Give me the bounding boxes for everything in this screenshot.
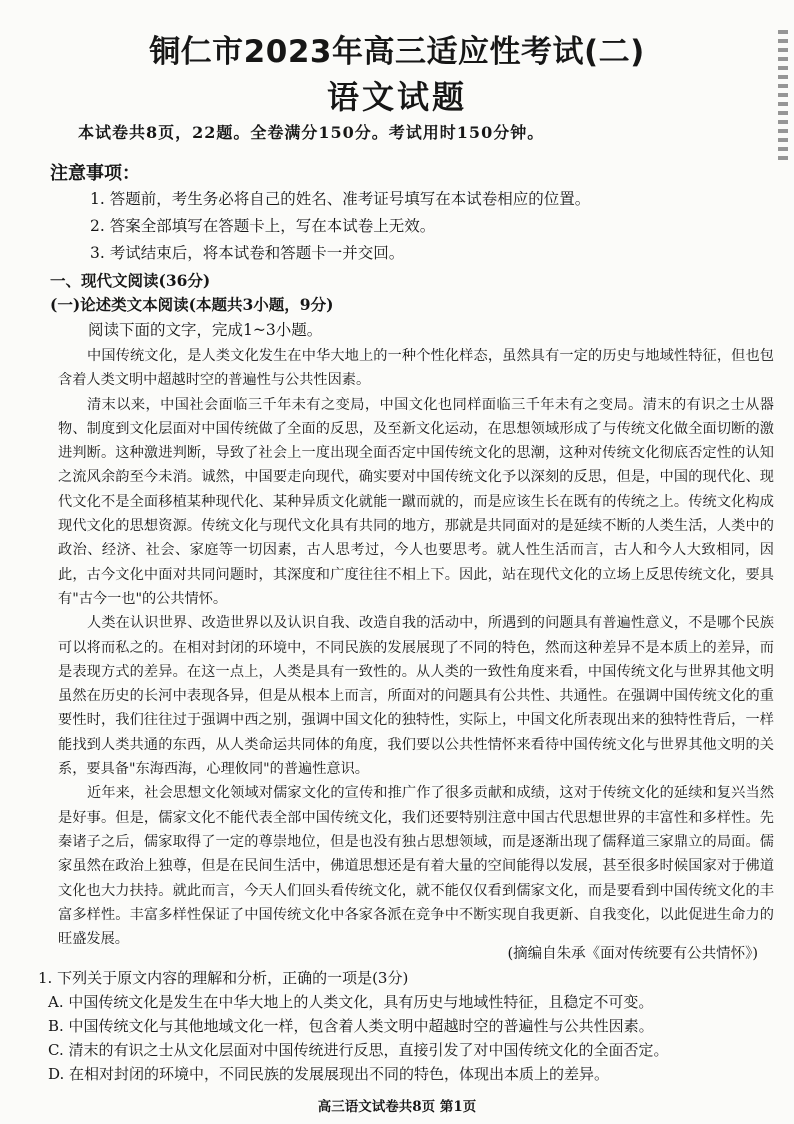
notice-item: 2. 答案全部填写在答题卡上，写在本试卷上无效。 [90, 217, 436, 235]
option-a: A. 中国传统文化是发生在中华大地上的人类文化，具有历史与地域性特征，且稳定不可变。 [48, 993, 654, 1011]
notice-item: 3. 考试结束后，将本试卷和答题卡一并交回。 [90, 244, 405, 262]
question-stem: 1. 下列关于原文内容的理解和分析，正确的一项是(3分) [38, 969, 409, 987]
passage-paragraph: 人类在认识世界、改造世界以及认识自我、改造自我的活动中，所遇到的问题具有普遍性意义，不是哪个民族可以将而私之的。在相对封闭的环境中，不同民族的发展展现了不同的特色，然而这种差异不是本质上的差异，而是表现方式的差异。在这一点上，人类是具有一致性的。从人类的一致性角度来看，中国传统文化与世界其他文明虽然在历史的长河中表现各异，但是从根本上而言，所面对的问题具有公共性、共通性。在强调中国传统文化的重要性时，我们往往过于强调中西之别，强调中国文化的独特性，实际上，中国文化所表现出来的独特性背后，一样能找到人类共通的东西，从人类命运共同体的角度，我们要以公共性情怀来看待中国传统文化与世界其他文明的关系，要具备"东海西海，心理攸同"的普遍性意识。 [58, 615, 774, 778]
notice-item: 1. 答题前，考生务必将自己的姓名、准考证号填写在本试卷相应的位置。 [90, 190, 591, 208]
page-footer: 高三语文试卷共8页 第1页 [317, 1099, 477, 1115]
passage-source: (摘编自朱承《面对传统要有公共情怀》) [507, 946, 758, 962]
section-heading: 一、现代文阅读(36分) [50, 271, 211, 290]
question-1 [38, 966, 778, 1086]
notice-heading: 注意事项： [50, 163, 140, 184]
passage-paragraph: 清末以来，中国社会面临三千年未有之变局，中国文化也同样面临三千年未有之变局。清末的有识之士从器物、制度到文化层面对中国传统做了全面的反思，及至新文化运动，在思想领域形成了与传统文化做全面切断的激进判断。这种激进判断，导致了社会上一度出现全面否定中国传统文化的思潮，这种对传统文化彻底否定性的认知之流风余韵至今未消。诚然，中国要走向现代，确实要对中国传统文化予以深刻的反思，但是，中国的现代化、现代文化不是全面移植某种现代化、某种异质文化就能一蹴而就的，而是应该生长在既有的传统之上。传统文化构成现代文化的思想资源。传统文化与现代文化具有共同的地方，那就是共同面对的是延续不断的人类生活，人类中的政治、经济、社会、家庭等一切因素，古人思考过，今人也要思考。就人性生活而言，古人和今人大致相同，因此，古今文化中面对共同问题时，其深度和广度往往不相上下。因此，站在现代文化的立场上反思传统文化，要具有"古今一也"的公共情怀。 [58, 396, 774, 607]
exam-info: 本试卷共8页，22题。全卷满分150分。考试用时150分钟。 [78, 123, 545, 142]
exam-subtitle: 语文试题 [326, 78, 467, 116]
reading-passage [58, 344, 774, 951]
option-d: D. 在相对封闭的环境中，不同民族的发展展现出不同的特色，体现出本质上的差异。 [48, 1065, 610, 1083]
reading-instruction: 阅读下面的文字，完成1~3小题。 [88, 321, 323, 339]
option-c: C. 清末的有识之士从文化层面对中国传统进行反思，直接引发了对中国传统文化的全面否定。 [48, 1041, 669, 1059]
exam-title: 铜仁市2023年高三适应性考试(二) [149, 34, 645, 70]
option-b: B. 中国传统文化与其他地域文化一样，包含着人类文明中超越时空的普遍性与公共性因素。 [48, 1017, 654, 1035]
notice-list [90, 186, 750, 267]
passage-paragraph: 近年来，社会思想文化领域对儒家文化的宣传和推广作了很多贡献和成绩，这对于传统文化的延续和复兴当然是好事。但是，儒家文化不能代表全部中国传统文化，我们还要特别注意中国古代思想世界的丰富性和多样性。先秦诸子之后，儒家取得了一定的尊崇地位，但是也没有独占思想领域，而是逐渐出现了儒释道三家鼎立的局面。儒家虽然在政治上独尊，但是在民间生活中，佛道思想还是有着大量的空间能得以发展，甚至很多时候国家对于佛道文化也大力扶持。就此而言，今天人们回头看传统文化，就不能仅仅看到儒家文化，而是要看到中国传统文化的丰富多样性。丰富多样性保证了中国传统文化中各家各派在竞争中不断实现自我更新、自我变化，以此促进生命力的旺盛发展。 [58, 785, 774, 948]
passage-paragraph: 中国传统文化，是人类文化发生在中华大地上的一种个性化样态，虽然具有一定的历史与地域性特征，但也包含着人类文明中超越时空的普遍性与公共性因素。 [58, 348, 774, 389]
section-subheading: (一)论述类文本阅读(本题共3小题，9分) [50, 295, 334, 314]
